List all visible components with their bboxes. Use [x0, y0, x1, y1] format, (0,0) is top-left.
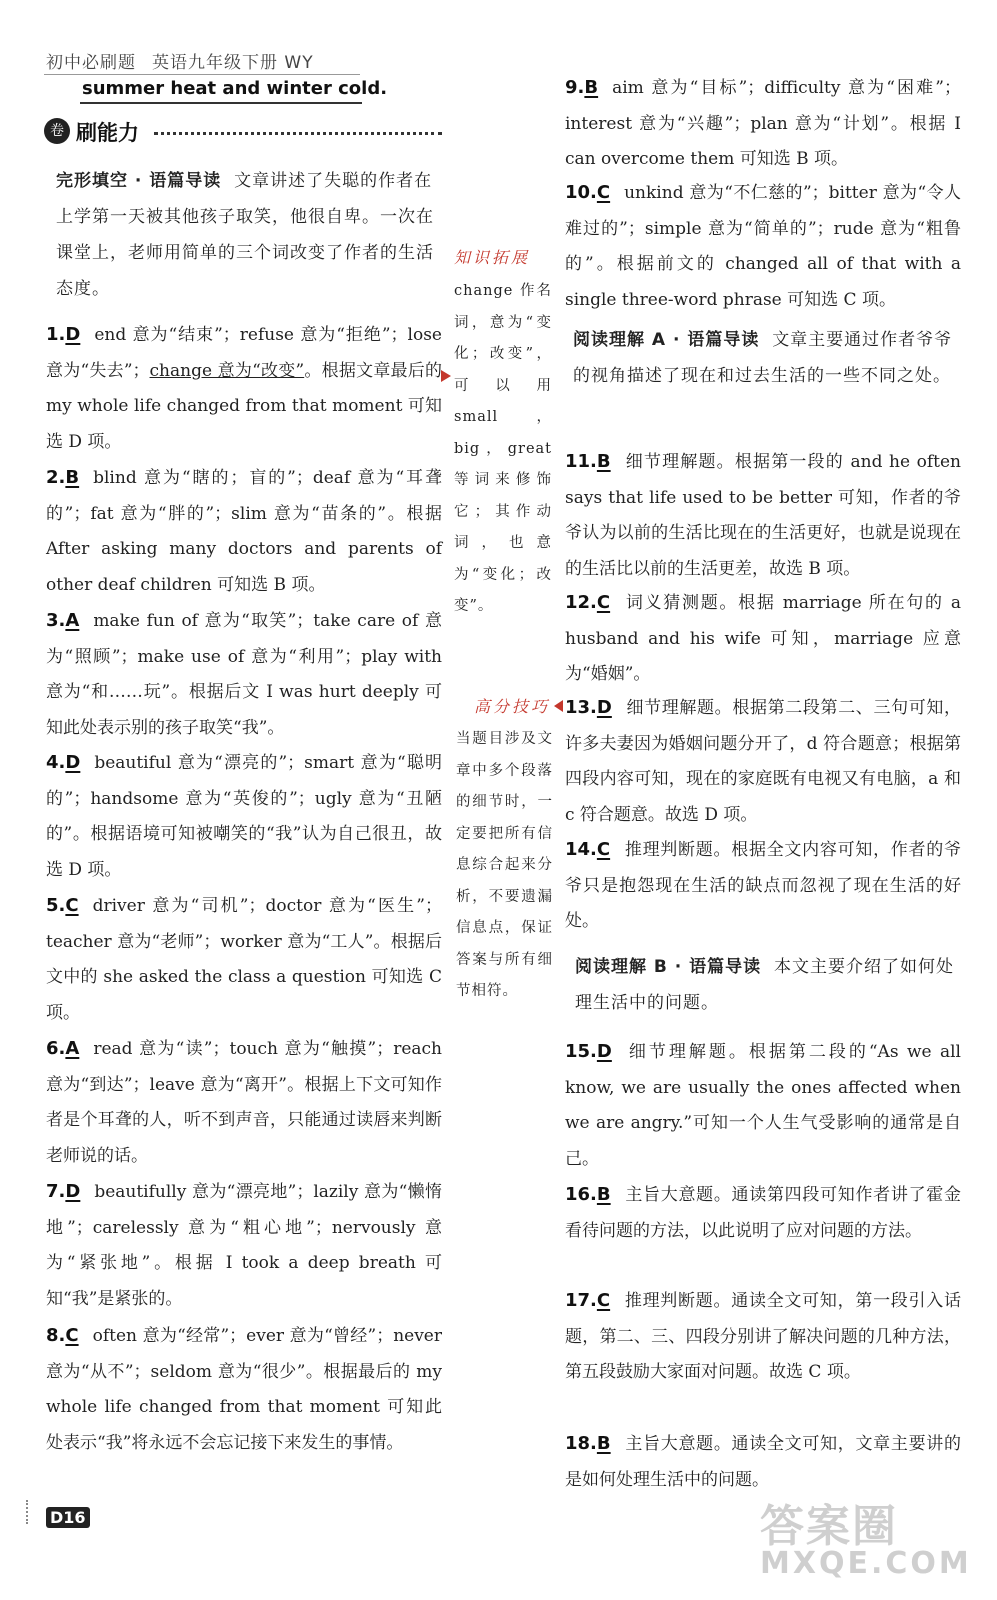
item-text: 细节理解题。根据第二段的“As we all know, we are usually the ones affected when we are angry.”可知一个人生气受影响的通常是自己。 [565, 1042, 961, 1169]
item-number: 12. [565, 592, 597, 613]
answer-item-4 [46, 745, 442, 888]
answer-item-7 [46, 1174, 442, 1317]
item-text: aim 意为“目标”；difficulty 意为“困难”；interest 意为“兴趣”；plan 意为“计划”。根据 I can overcome them 可知选 B 项。 [565, 78, 961, 169]
item-answer: C [596, 1290, 611, 1311]
item-text: 推理判断题。通读全文可知，第一段引入话题，第二、三、四段分别讲了解决问题的几种方法，第五段鼓励大家面对问题。故选 C 项。 [565, 1291, 961, 1382]
item-text: make fun of 意为“取笑”；take care of 意为“照顾”；make use of 意为“利用”；play with 意为“和……玩”。根据后文 I was hurt deeply 可知此处表示别的孩子取笑“我”。 [46, 611, 442, 738]
book-subject: 英语九年级下册 [152, 53, 278, 73]
cloze-guide-label: 完形填空 · 语篇导读 [56, 171, 222, 191]
item-number: 8. [46, 1325, 66, 1346]
item-number: 4. [46, 752, 66, 773]
reading-a-guide-text: 文章主要通过作者爷爷的视角描述了现在和过去生活的一些不同之处。 [573, 330, 953, 386]
book-title: 初中必刷题 [46, 53, 136, 73]
watermark-line2: MXQE.COM [760, 1546, 972, 1581]
item-text: 推理判断题。根据全文内容可知，作者的爷爷只是抱怨现在生活的缺点而忽视了现在生活的好处。 [565, 840, 961, 931]
answer-item-15 [565, 1034, 961, 1177]
item-text: often 意为“经常”；ever 意为“曾经”；never 意为“从不”；seldom 意为“很少”。根据最后的 my whole life changed from that moment 可知此处表示“我”将永远不会忘记接下来发生的事情。 [46, 1326, 442, 1453]
answer-item-14 [565, 832, 961, 940]
item-number: 6. [46, 1038, 66, 1059]
item-number: 14. [565, 839, 597, 860]
item-number: 1. [46, 324, 66, 345]
item-answer: D [596, 1041, 612, 1062]
item-number: 7. [46, 1181, 66, 1202]
answer-item-11 [565, 444, 961, 587]
knowledge-note-title: 知识拓展 [454, 248, 531, 267]
item-answer: B [596, 451, 611, 472]
continued-line: summer heat and winter cold. [82, 78, 388, 99]
header-divider [44, 74, 360, 75]
item-answer: C [596, 839, 611, 860]
item-text: 词义猜测题。根据 marriage 所在句的 a husband and his wife 可知，marriage 应意为“婚姻”。 [565, 593, 961, 684]
callout-arrow-icon [441, 370, 451, 382]
answer-item-16 [565, 1177, 961, 1249]
continued-line-underline [80, 102, 362, 104]
item-answer: B [584, 77, 599, 98]
section-dotted-rule [154, 132, 442, 135]
item-number: 18. [565, 1433, 597, 1454]
knowledge-note-text: change 作名词，意为“变化；改变”，可以用 small，big，great 等词来修饰它；其作动词，也意为“变化；改变”。 [454, 283, 552, 614]
item-answer: D [65, 1181, 81, 1202]
item-answer: B [596, 1433, 611, 1454]
item-answer: B [65, 467, 80, 488]
item-answer: C [596, 592, 611, 613]
section-badge-icon: 卷 [44, 118, 70, 144]
item-answer: D [65, 324, 81, 345]
item-text: 主旨大意题。通读第四段可知作者讲了霍金看待问题的方法，以此说明了应对问题的方法。 [565, 1185, 961, 1241]
item-number: 15. [565, 1041, 597, 1062]
item-text: 细节理解题。根据第一段的 and he often says that life used to be better 可知，作者的爷爷认为以前的生活比现在的生活更好，也就是说现在的生活比以前的生活更差，故选 B 项。 [565, 452, 961, 579]
item-number: 11. [565, 451, 597, 472]
answer-item-5 [46, 888, 442, 1031]
item-answer: A [65, 1038, 80, 1059]
item-text: read 意为“读”；touch 意为“触摸”；reach 意为“到达”；leave 意为“离开”。根据上下文可知作者是个耳聋的人，听不到声音，只能通过读唇来判断老师说的话。 [46, 1039, 442, 1166]
item-number: 17. [565, 1290, 597, 1311]
item-text: beautiful 意为“漂亮的”；smart 意为“聪明的”；handsome 意为“英俊的”；ugly 意为“丑陋的”。根据语境可知被嘲笑的“我”认为自己很丑，故选 D 项。 [46, 753, 442, 880]
item-text: end 意为“结束”；refuse 意为“拒绝”；lose 意为“失去”； [46, 325, 442, 381]
watermark-line1: 答案圈 [760, 1501, 898, 1552]
page-number: D16 [46, 1507, 90, 1528]
item-number: 13. [565, 697, 597, 718]
item-answer: B [596, 1184, 611, 1205]
reading-b-guide-text: 本文主要介绍了如何处理生活中的问题。 [575, 957, 954, 1013]
book-edition: WY [284, 53, 314, 73]
answer-item-9 [565, 70, 961, 178]
item-text: beautifully 意为“漂亮地”；lazily 意为“懒惰地”；carelessly 意为“粗心地”；nervously 意为“紧张地”。根据 I took a deep breath 可知“我”是紧张的。 [46, 1182, 442, 1309]
tips-note-title: 高分技巧 [474, 697, 551, 716]
answer-item-8 [46, 1318, 442, 1461]
item-text: driver 意为“司机”；doctor 意为“医生”；teacher 意为“老师”；worker 意为“工人”。根据后文中的 she asked the class a question 可知选 C 项。 [46, 896, 442, 1023]
item-answer: C [65, 895, 79, 916]
item-number: 2. [46, 467, 66, 488]
answer-item-18 [565, 1426, 961, 1498]
item-number: 10. [565, 182, 597, 203]
item-number: 3. [46, 610, 66, 631]
reading-b-guide [575, 950, 965, 1021]
answer-item-2 [46, 460, 442, 603]
item-highlight: change 意为“改变” [149, 360, 305, 381]
answer-item-1 [46, 317, 442, 460]
answer-item-17 [565, 1283, 961, 1391]
item-answer: C [65, 1325, 79, 1346]
item-number: 16. [565, 1184, 597, 1205]
item-number: 9. [565, 77, 585, 98]
answer-item-12 [565, 585, 961, 693]
item-answer: A [65, 610, 80, 631]
tips-note-text: 当题目涉及文章中多个段落的细节时，一定要把所有信息综合起来分析，不要遗漏信息点，保证答案与所有细节相符。 [456, 731, 553, 999]
watermark-logo [760, 1490, 972, 1581]
cloze-guide-text: 文章讲述了失聪的作者在上学第一天被其他孩子取笑，他很自卑。一次在课堂上，老师用简单的三个词改变了作者的生活态度。 [56, 171, 434, 299]
cloze-guide [56, 163, 436, 307]
page-header [46, 48, 314, 73]
tips-arrow-icon [554, 700, 563, 712]
item-answer: D [596, 697, 612, 718]
item-answer: D [65, 752, 81, 773]
item-number: 5. [46, 895, 66, 916]
answer-item-13 [565, 690, 961, 833]
item-text: 主旨大意题。通读全文可知，文章主要讲的是如何处理生活中的问题。 [565, 1434, 961, 1490]
item-text: blind 意为“瞎的；盲的”；deaf 意为“耳聋的”；fat 意为“胖的”；slim 意为“苗条的”。根据 After asking many doctors and parents of other deaf children 可知选 B 项。 [46, 468, 442, 595]
section-title: 刷能力 [76, 121, 139, 145]
answer-item-6 [46, 1031, 442, 1174]
answer-item-3 [46, 603, 442, 746]
page-number-dots [26, 1500, 44, 1524]
item-text: 细节理解题。根据第二段第二、三句可知，许多夫妻因为婚姻问题分开了，d 符合题意；根据第四段内容可知，现在的家庭既有电视又有电脑，a 和 c 符合题意。故选 D 项。 [565, 698, 961, 825]
item-answer: C [596, 182, 611, 203]
item-text: unkind 意为“不仁慈的”；bitter 意为“令人难过的”；simple 意为“简单的”；rude 意为“粗鲁的”。根据前文的 changed all of that with a single three-word phrase 可知选 C 项。 [565, 183, 961, 310]
reading-a-guide [573, 323, 963, 394]
reading-b-guide-label: 阅读理解 B · 语篇导读 [575, 957, 762, 977]
answer-item-10 [565, 175, 961, 318]
reading-a-guide-label: 阅读理解 A · 语篇导读 [573, 330, 760, 350]
item-text-cont: 。根据文章最后的 my whole life changed from that moment 可知选 D 项。 [46, 360, 443, 452]
